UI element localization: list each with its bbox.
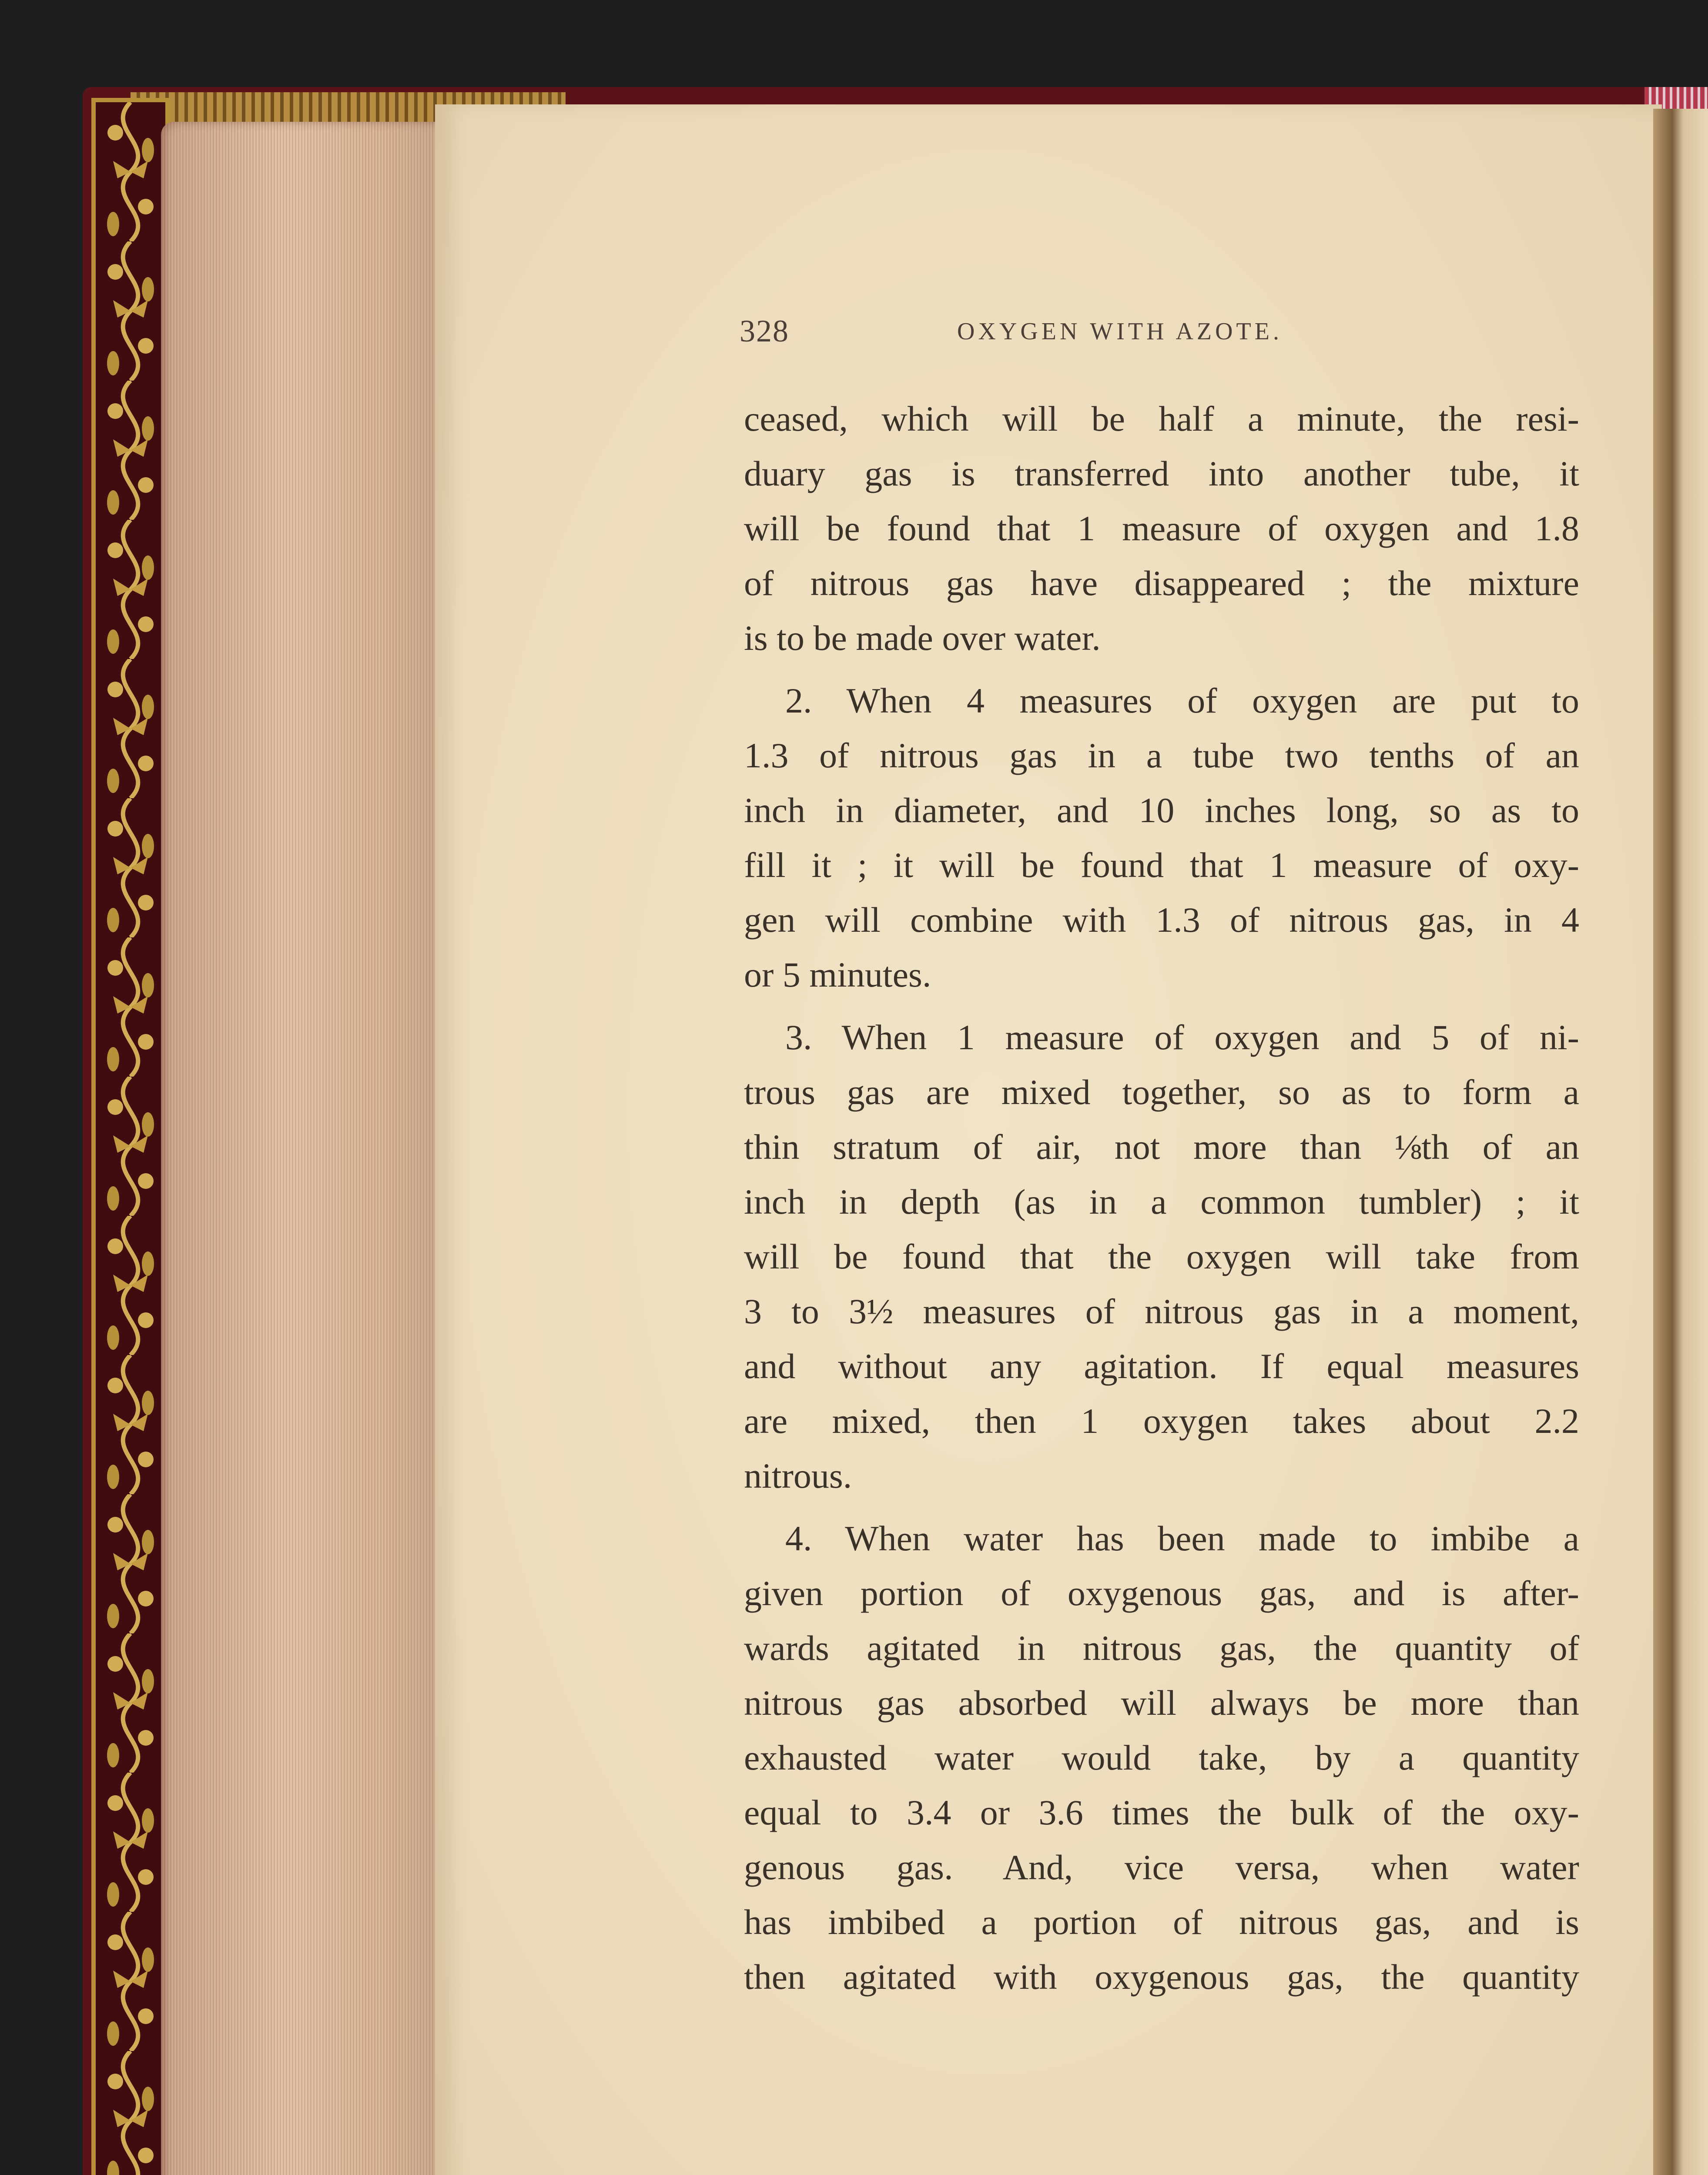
text-line: nitrous.: [744, 1456, 852, 1496]
text-line: of nitrous gas have disappeared ; the mixture: [744, 563, 1579, 603]
text-line: then agitated with oxygenous gas, the quantity: [744, 1957, 1579, 1997]
text-line: has imbibed a portion of nitrous gas, and is: [744, 1902, 1579, 1942]
body-text: [744, 392, 1579, 2012]
paragraph: [744, 673, 1579, 1002]
page-block-edges: [161, 122, 439, 2175]
page-number: 328: [740, 314, 789, 348]
text-line: are mixed, then 1 oxygen takes about 2.2: [744, 1401, 1579, 1441]
text-line: 4. When water has been made to imbibe a: [785, 1519, 1579, 1558]
paragraph: [744, 1511, 1579, 2004]
text-line: nitrous gas absorbed will always be more than: [744, 1683, 1579, 1723]
text-line: exhausted water would take, by a quantity: [744, 1738, 1579, 1777]
text-line: gen will combine with 1.3 of nitrous gas, in 4: [744, 900, 1579, 940]
text-line: genous gas. And, vice versa, when water: [744, 1847, 1579, 1887]
text-line: inch in diameter, and 10 inches long, so as to: [744, 790, 1579, 830]
facing-page-edge: [1653, 109, 1708, 2175]
text-line: and without any agitation. If equal measures: [744, 1346, 1579, 1386]
text-line: or 5 minutes.: [744, 955, 931, 994]
text-line: 3 to 3½ measures of nitrous gas in a moment,: [744, 1292, 1579, 1331]
text-line: given portion of oxygenous gas, and is after-: [744, 1573, 1579, 1613]
text-line: duary gas is transferred into another tube, it: [744, 454, 1579, 493]
text-line: will be found that 1 measure of oxygen and 1.8: [744, 509, 1579, 548]
running-title: OXYGEN WITH AZOTE.: [957, 318, 1283, 345]
text-line: 1.3 of nitrous gas in a tube two tenths of an: [744, 736, 1579, 775]
gilt-floral-border: [91, 98, 170, 2175]
page-header: [740, 313, 1375, 361]
text-line: 3. When 1 measure of oxygen and 5 of ni-: [785, 1017, 1579, 1057]
text-line: 2. When 4 measures of oxygen are put to: [785, 681, 1579, 720]
text-line: thin stratum of air, not more than ⅛th of an: [744, 1127, 1579, 1167]
floral-ornament-icon: [96, 102, 165, 2175]
text-line: trous gas are mixed together, so as to form a: [744, 1072, 1579, 1112]
text-line: will be found that the oxygen will take from: [744, 1237, 1579, 1276]
text-line: is to be made over water.: [744, 618, 1101, 658]
text-line: wards agitated in nitrous gas, the quantity of: [744, 1628, 1579, 1668]
paragraph: [744, 1010, 1579, 1503]
text-line: ceased, which will be half a minute, the resi-: [744, 399, 1579, 438]
paragraph: [744, 392, 1579, 666]
text-line: fill it ; it will be found that 1 measure of oxy-: [744, 845, 1579, 885]
text-line: inch in depth (as in a common tumbler) ; it: [744, 1182, 1579, 1221]
text-line: equal to 3.4 or 3.6 times the bulk of the oxy-: [744, 1793, 1579, 1832]
